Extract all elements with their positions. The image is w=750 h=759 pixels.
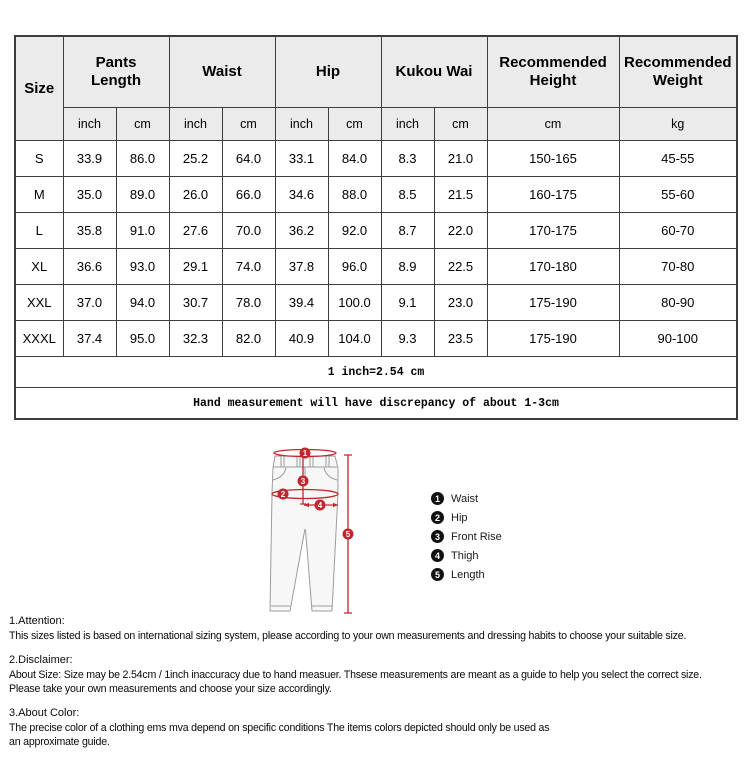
value-cell: 39.4 [275, 285, 328, 321]
value-cell: 175-190 [487, 321, 619, 357]
table-row [15, 249, 737, 285]
section-about-color [9, 706, 750, 750]
section-line: The precise color of a clothing ems mva depend on specific conditions The items colors depicted should only be used as [9, 721, 550, 734]
value-cell: 170-180 [487, 249, 619, 285]
marker-hip [278, 489, 289, 500]
unit-cell: cm [434, 108, 487, 141]
value-cell: 80-90 [619, 285, 737, 321]
value-cell: 21.0 [434, 141, 487, 177]
value-cell: 34.6 [275, 177, 328, 213]
col-header-rec-weight: Recommended Weight [619, 36, 737, 108]
col-header-size: Size [15, 36, 63, 141]
note-row [15, 357, 737, 388]
legend-label: Waist [451, 492, 479, 505]
marker-thigh [315, 500, 326, 511]
value-cell: 96.0 [328, 249, 381, 285]
section-disclaimer [9, 653, 750, 697]
value-cell: 94.0 [116, 285, 169, 321]
value-cell: 22.0 [434, 213, 487, 249]
size-chart-table [14, 35, 738, 420]
value-cell: 40.9 [275, 321, 328, 357]
marker-waist [300, 448, 311, 459]
value-cell: 8.7 [381, 213, 434, 249]
unit-cell: cm [328, 108, 381, 141]
col-header-kukou-wai: Kukou Wai [381, 36, 487, 108]
note-inch-conversion: 1 inch=2.54 cm [15, 357, 737, 388]
table-row [15, 213, 737, 249]
value-cell: 9.1 [381, 285, 434, 321]
value-cell: 74.0 [222, 249, 275, 285]
value-cell: 92.0 [328, 213, 381, 249]
value-cell: 104.0 [328, 321, 381, 357]
value-cell: 23.0 [434, 285, 487, 321]
legend-item-front-rise [431, 530, 502, 543]
unit-cell: inch [381, 108, 434, 141]
value-cell: 36.2 [275, 213, 328, 249]
legend-number-badge: 5 [431, 568, 444, 581]
value-cell: 70.0 [222, 213, 275, 249]
unit-cell: inch [63, 108, 116, 141]
header-row-units [15, 108, 737, 141]
col-header-pants-length-label: Pants Length [91, 54, 141, 89]
legend-label: Front Rise [451, 530, 502, 543]
pants-diagram [250, 441, 375, 623]
value-cell: 100.0 [328, 285, 381, 321]
svg-text:4: 4 [317, 500, 323, 510]
value-cell: 35.0 [63, 177, 116, 213]
header-row-groups [15, 36, 737, 108]
value-cell: 66.0 [222, 177, 275, 213]
table-row [15, 285, 737, 321]
legend-item-length [431, 568, 502, 581]
value-cell: 82.0 [222, 321, 275, 357]
value-cell: 160-175 [487, 177, 619, 213]
unit-cell: cm [116, 108, 169, 141]
legend-number-badge: 1 [431, 492, 444, 505]
value-cell: 33.1 [275, 141, 328, 177]
size-cell: XL [15, 249, 63, 285]
value-cell: 25.2 [169, 141, 222, 177]
value-cell: 60-70 [619, 213, 737, 249]
value-cell: 8.5 [381, 177, 434, 213]
value-cell: 150-165 [487, 141, 619, 177]
unit-cell: cm [222, 108, 275, 141]
size-cell: M [15, 177, 63, 213]
value-cell: 89.0 [116, 177, 169, 213]
value-cell: 30.7 [169, 285, 222, 321]
value-cell: 64.0 [222, 141, 275, 177]
marker-length [343, 529, 354, 540]
value-cell: 84.0 [328, 141, 381, 177]
diagram-legend [431, 492, 502, 587]
size-cell: S [15, 141, 63, 177]
legend-item-waist [431, 492, 502, 505]
size-cell: XXL [15, 285, 63, 321]
legend-label: Hip [451, 511, 468, 524]
value-cell: 78.0 [222, 285, 275, 321]
value-cell: 37.4 [63, 321, 116, 357]
section-heading: 3.About Color: [9, 706, 80, 719]
unit-cell: cm [487, 108, 619, 141]
section-line: About Size: Size may be 2.54cm / 1inch inaccuracy due to hand measuer. Thsese measurements are meant as a guide to help you select the correct size. [9, 668, 702, 681]
value-cell: 8.9 [381, 249, 434, 285]
value-cell: 45-55 [619, 141, 737, 177]
section-heading: 2.Disclaimer: [9, 653, 73, 666]
marker-front-rise [298, 476, 309, 487]
legend-number-badge: 3 [431, 530, 444, 543]
value-cell: 21.5 [434, 177, 487, 213]
value-cell: 32.3 [169, 321, 222, 357]
value-cell: 86.0 [116, 141, 169, 177]
value-cell: 91.0 [116, 213, 169, 249]
value-cell: 55-60 [619, 177, 737, 213]
value-cell: 36.6 [63, 249, 116, 285]
table-row [15, 177, 737, 213]
svg-text:1: 1 [302, 448, 308, 458]
legend-number-badge: 2 [431, 511, 444, 524]
legend-label: Length [451, 568, 485, 581]
col-header-rec-height: Recommended Height [487, 36, 619, 108]
value-cell: 22.5 [434, 249, 487, 285]
unit-cell: inch [169, 108, 222, 141]
value-cell: 70-80 [619, 249, 737, 285]
value-cell: 8.3 [381, 141, 434, 177]
size-cell: XXXL [15, 321, 63, 357]
value-cell: 33.9 [63, 141, 116, 177]
section-line: Please take your own measurements and choose your size accordingly. [9, 683, 332, 695]
value-cell: 37.8 [275, 249, 328, 285]
value-cell: 175-190 [487, 285, 619, 321]
unit-cell: kg [619, 108, 737, 141]
legend-label: Thigh [451, 549, 479, 562]
value-cell: 93.0 [116, 249, 169, 285]
note-row [15, 388, 737, 420]
value-cell: 90-100 [619, 321, 737, 357]
svg-text:5: 5 [345, 529, 351, 539]
value-cell: 88.0 [328, 177, 381, 213]
table-row [15, 321, 737, 357]
value-cell: 29.1 [169, 249, 222, 285]
section-heading: 1.Attention: [9, 615, 65, 627]
unit-cell: inch [275, 108, 328, 141]
section-line: This sizes listed is based on international sizing system, please according to your own measurements and dressing habits to choose your suitable size. [9, 630, 687, 642]
value-cell: 170-175 [487, 213, 619, 249]
note-measurement-discrepancy: Hand measurement will have discrepancy of about 1-3cm [15, 388, 737, 420]
table-row [15, 141, 737, 177]
legend-item-hip [431, 511, 502, 524]
col-header-waist: Waist [169, 36, 275, 108]
col-header-hip: Hip [275, 36, 381, 108]
size-table-body [15, 141, 737, 357]
legend-item-thigh [431, 549, 502, 562]
svg-text:2: 2 [280, 489, 286, 499]
section-attention [9, 614, 750, 644]
value-cell: 27.6 [169, 213, 222, 249]
info-sections [9, 614, 750, 759]
value-cell: 23.5 [434, 321, 487, 357]
col-header-pants-length [63, 36, 169, 108]
size-cell: L [15, 213, 63, 249]
value-cell: 37.0 [63, 285, 116, 321]
value-cell: 9.3 [381, 321, 434, 357]
legend-number-badge: 4 [431, 549, 444, 562]
value-cell: 95.0 [116, 321, 169, 357]
value-cell: 35.8 [63, 213, 116, 249]
svg-text:3: 3 [300, 476, 306, 486]
value-cell: 26.0 [169, 177, 222, 213]
section-line: an approximate guide. [9, 736, 110, 748]
